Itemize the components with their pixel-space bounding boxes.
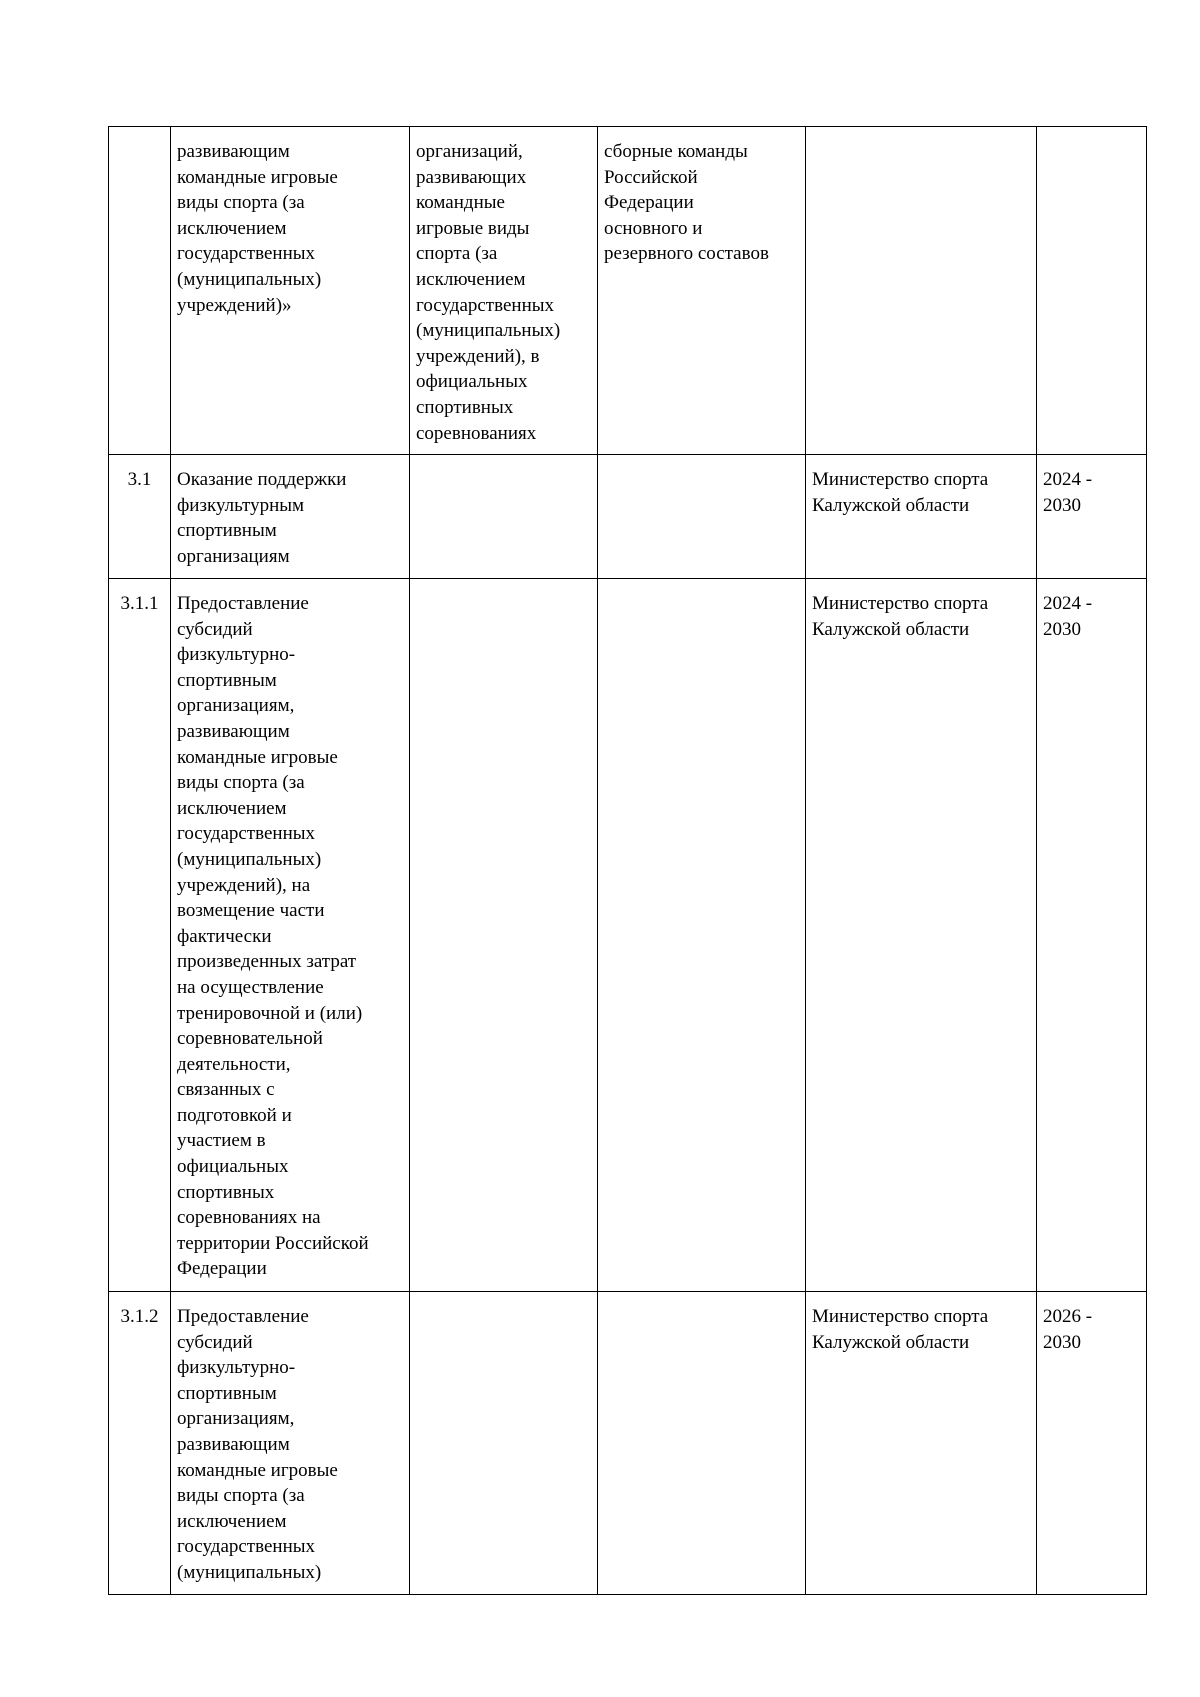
row-number: 3.1.1 — [109, 579, 171, 1292]
result-cell: сборные команды Российской Федерации основного и резервного составов — [598, 127, 806, 455]
table-row — [109, 1292, 1147, 1595]
table-row — [109, 455, 1147, 579]
executor-cell — [806, 127, 1037, 455]
period-cell — [1037, 127, 1147, 455]
program-table — [108, 126, 1147, 1595]
result-cell — [598, 1292, 806, 1595]
result-cell — [598, 579, 806, 1292]
indicator-cell — [410, 1292, 598, 1595]
event-name: Предоставление субсидий физкультурно- спортивным организациям, развивающим командные игровые виды спорта (за исключением государственных (муниципальных) учреждений), на возмещение части фактически произведенных затрат на осуществление тренировочной и (или) соревновательной деятельности, связанных с подготовкой и участием в официальных спортивных соревнованиях на территории Российской Федерации — [171, 579, 410, 1292]
indicator-cell: организаций, развивающих командные игровые виды спорта (за исключением государственных (муниципальных) учреждений), в официальных спортивных соревнованиях — [410, 127, 598, 455]
row-number — [109, 127, 171, 455]
indicator-cell — [410, 579, 598, 1292]
period-cell: 2024 - 2030 — [1037, 579, 1147, 1292]
event-name: развивающим командные игровые виды спорта (за исключением государственных (муниципальных) учреждений)» — [171, 127, 410, 455]
executor-cell: Министерство спорта Калужской области — [806, 455, 1037, 579]
event-name: Предоставление субсидий физкультурно- спортивным организациям, развивающим командные игровые виды спорта (за исключением государственных (муниципальных) — [171, 1292, 410, 1595]
period-cell: 2024 - 2030 — [1037, 455, 1147, 579]
result-cell — [598, 455, 806, 579]
row-number: 3.1 — [109, 455, 171, 579]
table-row — [109, 579, 1147, 1292]
row-number: 3.1.2 — [109, 1292, 171, 1595]
period-cell: 2026 - 2030 — [1037, 1292, 1147, 1595]
table-row — [109, 127, 1147, 455]
indicator-cell — [410, 455, 598, 579]
executor-cell: Министерство спорта Калужской области — [806, 579, 1037, 1292]
event-name: Оказание поддержки физкультурным спортивным организациям — [171, 455, 410, 579]
executor-cell: Министерство спорта Калужской области — [806, 1292, 1037, 1595]
